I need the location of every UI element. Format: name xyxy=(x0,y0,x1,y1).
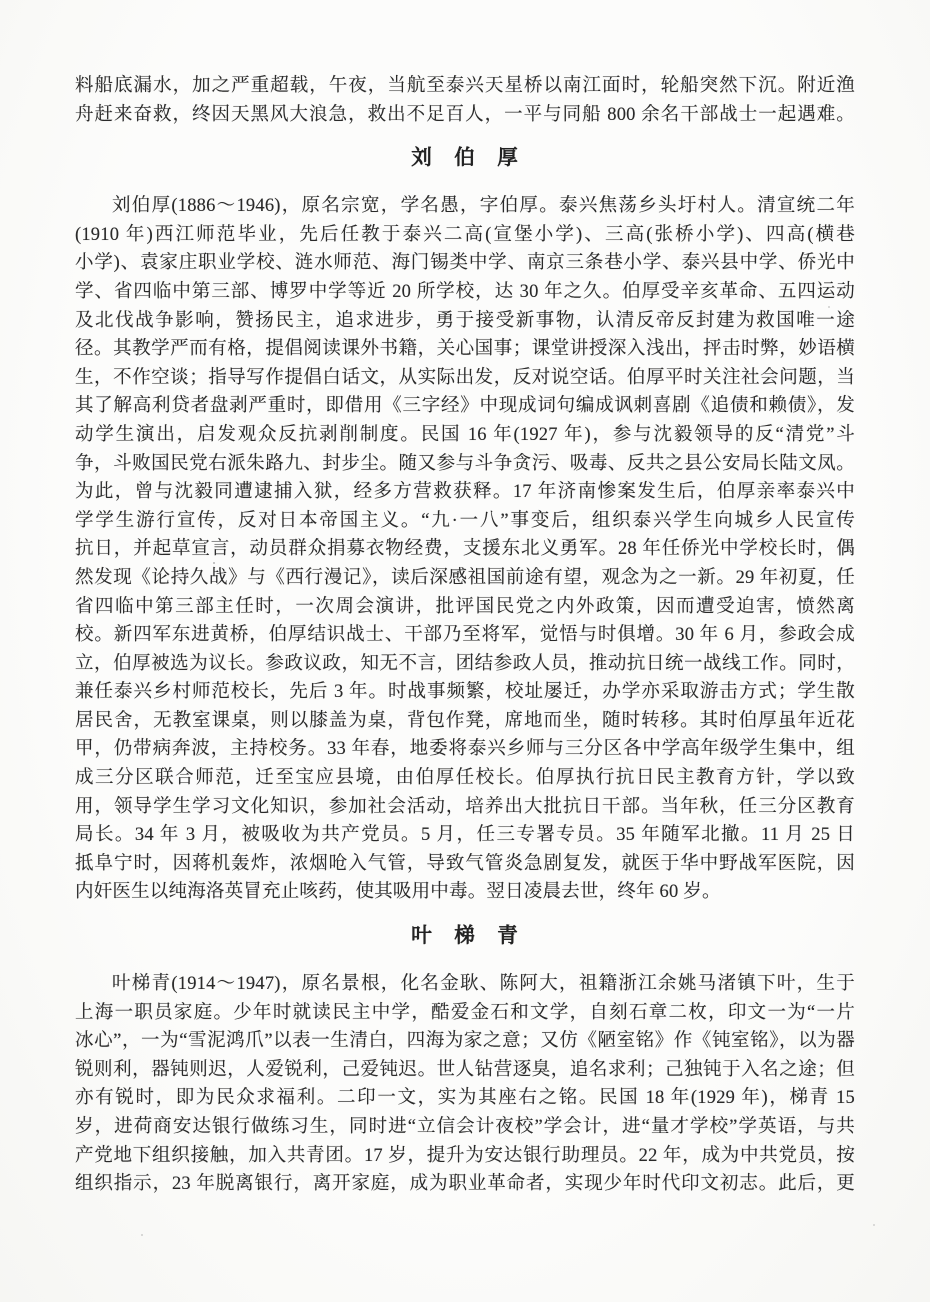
text-line: 及北伐战争影响，赞扬民主，追求进步，勇于接受新事物，认清反帝反封建为救国唯一途 xyxy=(75,310,855,331)
text-line: 为此，曾与沈毅同遭逮捕入狱，经多方营救获释。17 年济南惨案发生后，伯厚亲率泰兴中 xyxy=(75,482,855,503)
heading-liu-bohou: 刘 伯 厚 xyxy=(411,146,519,170)
paragraph-bio-ye-tiqing xyxy=(75,970,855,1199)
text-line: 学学生游行宣传，反对日本帝国主义。“九·一八”事变后，组织泰兴学生向城乡人民宣传 xyxy=(75,510,855,531)
text-line: 岁，进荷商安达银行做练习生，同时进“立信会计夜校”学会计，进“量才学校”学英语，与共 xyxy=(75,1117,855,1137)
text-line: 抗日，并起草宣言，动员群众捐募衣物经费，支援东北义勇军。28 年任侨光中学校长时，偶 xyxy=(75,539,855,560)
text-line: 组织指示，23 年脱离银行，离开家庭，成为职业革命者，实现少年时代印文初志。此后，更 xyxy=(75,1174,855,1195)
text-line: 叶梯青(1914～1947)，原名景根，化名金耿、陈阿大，祖籍浙江余姚马渚镇下叶，生于 xyxy=(112,974,855,995)
text-line: 料船底漏水，加之严重超载，午夜，当航至泰兴天星桥以南江面时，轮船突然下沉。附近渔 xyxy=(75,76,855,96)
text-line: 然发现《论持久战》与《西行漫记》，读后深感祖国前途有望，观念为之一新。29 年初夏，任 xyxy=(75,567,855,588)
text-line: 动学生演出，启发观众反抗剥削制度。民国 16 年(1927 年)，参与沈毅领导的反“清党”斗 xyxy=(75,424,855,445)
text-line: 居民舍，无教室课桌，则以膝盖为桌，背包作凳，席地而坐，随时转移。其时伯厚虽年近花 xyxy=(75,710,855,731)
text-line: 刘伯厚(1886～1946)，原名宗宽，学名愚，字伯厚。泰兴焦荡乡头圩村人。清宣统二年 xyxy=(112,196,855,217)
document-content xyxy=(75,72,855,1199)
text-line: 省四临中第三部主任时，一次周会演讲，批评国民党之内外政策，因而遭受迫害，愤然离 xyxy=(75,596,855,617)
text-line: 用，领导学生学习文化知识，参加社会活动，培养出大批抗日干部。当年秋，任三分区教育 xyxy=(75,796,855,817)
heading-ye-tiqing: 叶 梯 青 xyxy=(411,924,519,948)
text-line: 径。其教学严而有格，提倡阅读课外书籍，关心国事；课堂讲授深入浅出，抨击时弊，妙语横 xyxy=(75,339,855,360)
text-line: 生，不作空谈；指导写作提倡白话文，从实际出发，反对说空话。伯厚平时关注社会问题，当 xyxy=(75,367,855,388)
text-line: 冰心”，一为“雪泥鸿爪”以表一生清白，四海为家之意；又仿《陋室铭》作《钝室铭》，以为器 xyxy=(75,1031,855,1052)
text-line: 舟赶来奋救，终因天黑风大浪急，救出不足百人，一平与同船 800 余名干部战士一起遇难。 xyxy=(75,104,855,125)
text-line: 成三分区联合师范，迁至宝应县境，由伯厚任校长。伯厚执行抗日民主教育方针，学以致 xyxy=(75,768,855,789)
text-line: 学、省四临中第三部、博罗中学等近 20 所学校，达 30 年之久。伯厚受辛亥革命、五四运动 xyxy=(75,281,855,302)
text-line: 产党地下组织接触，加入共青团。17 岁，提升为安达银行助理员。22 年，成为中共党员，按 xyxy=(75,1145,855,1166)
text-line: 小学)、袁家庄职业学校、涟水师范、海门锡类中学、南京三条巷小学、泰兴县中学、侨光中 xyxy=(75,253,855,274)
text-line: 兼任泰兴乡村师范校长，先后 3 年。时战事频繁，校址屡迁，办学亦采取游击方式；学生散 xyxy=(75,682,855,703)
text-line: 局长。34 年 3 月，被吸收为共产党员。5 月，任三专署专员。35 年随军北撤。11 月 25 日 xyxy=(75,825,855,846)
text-line: (1910 年)西江师范毕业，先后任教于泰兴二高(宣堡小学)、三高(张桥小学)、四高(横巷 xyxy=(75,224,855,245)
paragraph-bio-liu-bohou xyxy=(75,192,855,907)
text-line: 内奸医生以纯海洛英冒充止咳药，使其吸用中毒。翌日凌晨去世，终年 60 岁。 xyxy=(75,882,721,903)
text-line: 抵阜宁时，因蒋机轰炸，浓烟呛入气管，导致气管炎急剧复发，就医于华中野战军医院，因 xyxy=(75,853,855,874)
text-line: 亦有锐时，即为民众求福利。二印一文，实为其座右之铭。民国 18 年(1929 年)，梯青 15 xyxy=(75,1088,855,1109)
text-line: 锐则利，器钝则迟，人爱锐利，己爱钝迟。世人钻营逐臭，追名求利；己独钝于入名之途；但 xyxy=(75,1059,855,1080)
text-line: 校。新四军东进黄桥，伯厚结识战士、干部乃至将军，觉悟与时俱增。30 年 6 月，参政会成 xyxy=(75,625,855,646)
text-line: 立，伯厚被选为议长。参政议政，知无不言，团结参政人员，推动抗日统一战线工作。同时， xyxy=(75,653,855,674)
paragraph-continuation-shipwreck xyxy=(75,72,855,129)
text-line: 争，斗败国民党右派朱路九、封步尘。随又参与斗争贪污、吸毒、反共之县公安局长陆文凤。 xyxy=(75,453,855,474)
text-line: 上海一职员家庭。少年时就读民主中学，酷爱金石和文学，自刻石章二枚，印文一为“一片 xyxy=(75,1002,855,1023)
text-line: 其了解高利贷者盘剥严重时，即借用《三字经》中现成词句编成讽刺喜剧《追债和赖债》，发 xyxy=(75,396,855,417)
text-line: 甲，仍带病奔波，主持校务。33 年春，地委将泰兴乡师与三分区各中学高年级学生集中，组 xyxy=(75,739,855,760)
